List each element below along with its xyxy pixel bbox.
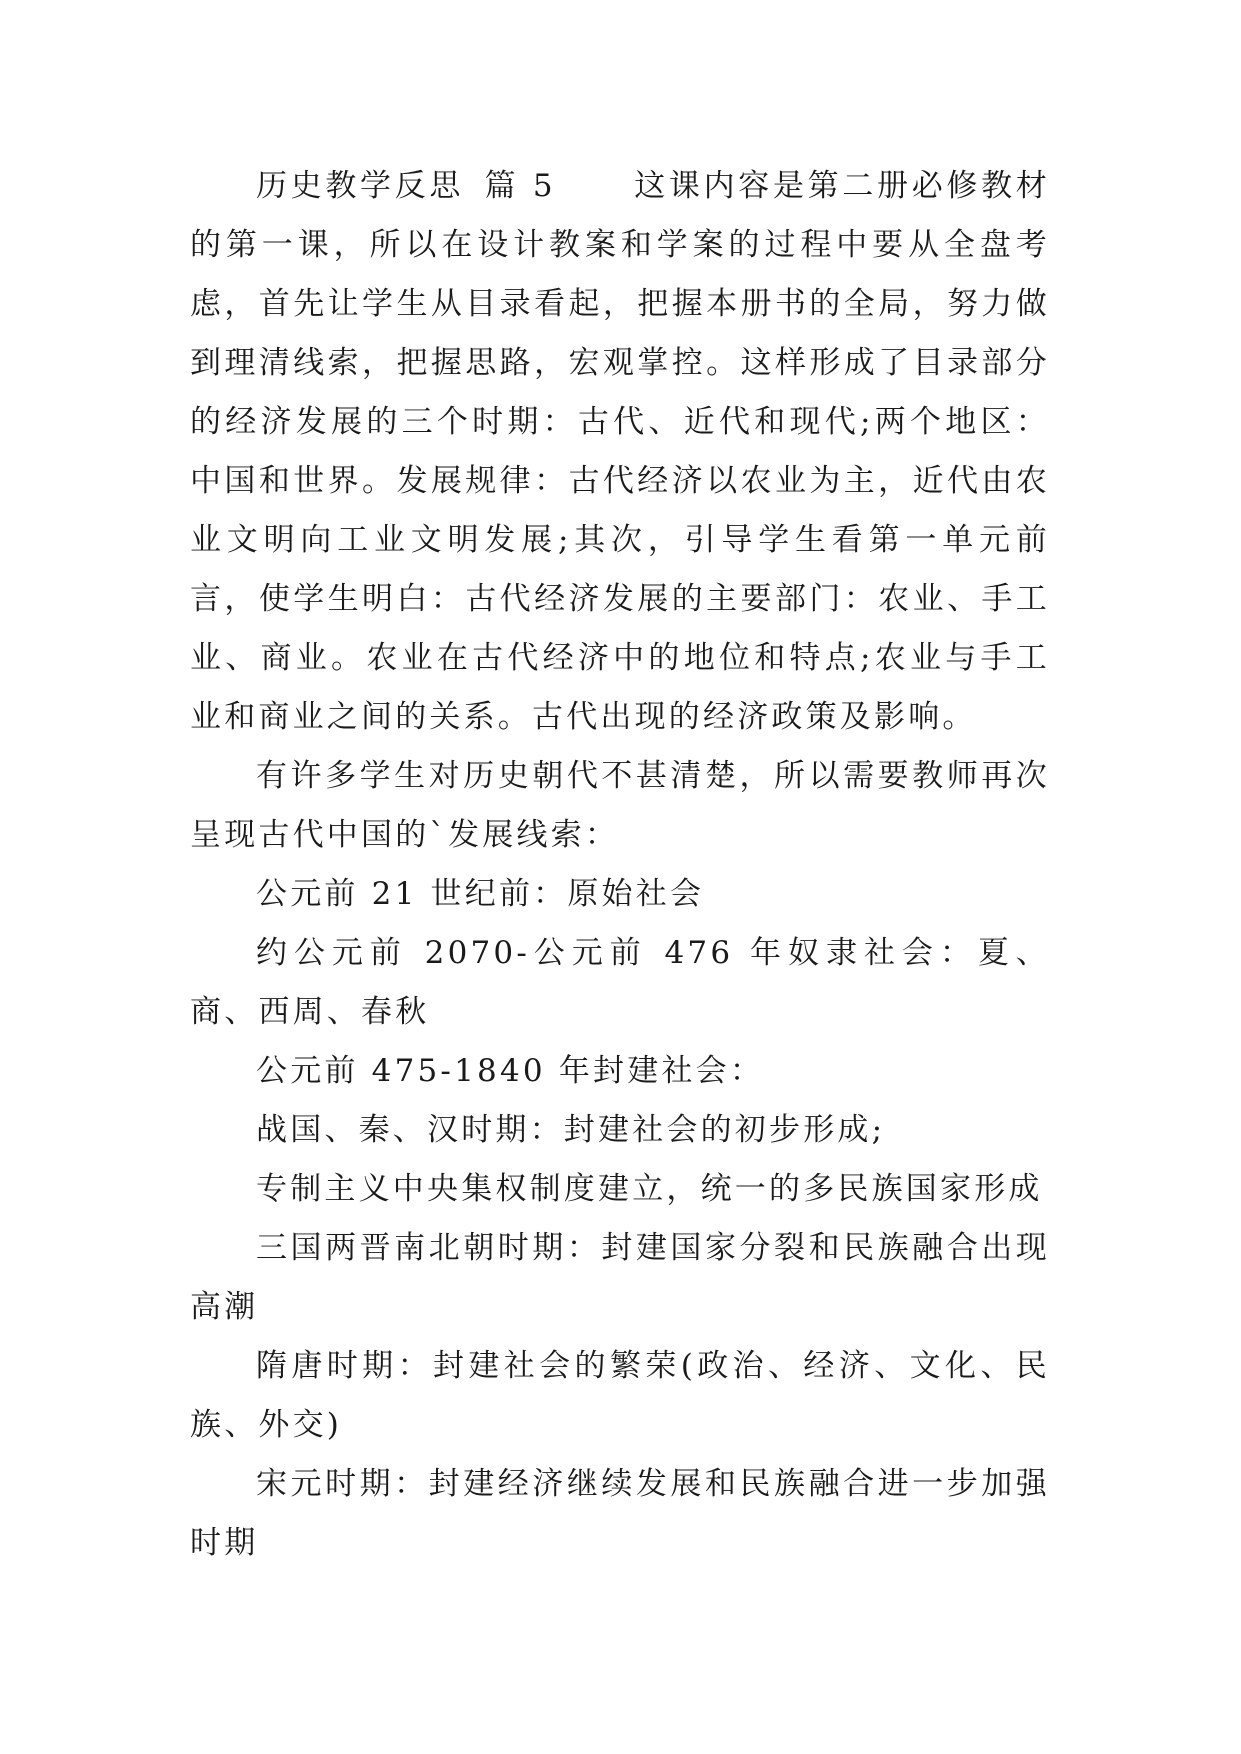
paragraph-7: 三国两晋南北朝时期：封建国家分裂和民族融合出现高潮 <box>190 1230 1050 1325</box>
paragraph-5: 战国、秦、汉时期：封建社会的初步形成; <box>256 1112 886 1148</box>
paragraph-3: 约公元前 2070-公元前 476 年奴隶社会：夏、商、西周、春秋 <box>190 935 1050 1030</box>
paragraph-9: 宋元时期：封建经济继续发展和民族融合进一步加强时期 <box>190 1466 1050 1561</box>
document-title: 历史教学反思 <box>256 168 465 204</box>
intro-text: 这课内容是第二册必修教材的第一课，所以在设计教案和学案的过程中要从全盘考虑，首先让学生从目录看起，把握本册书的全局，努力做到理清线索，把握思路，宏观掌控。这样形成了目录部分的经济发展的三个时期：古代、近代和现代;两个地区：中国和世界。发展规律：古代经济以农业为主，近代由农业文明向工业文明发展;其次，引导学生看第一单元前言，使学生明白：古代经济发展的主要部门：农业、手工业、商业。农业在古代经济中的地位和特点;农业与手工业和商业之间的关系。古代出现的经济政策及影响。 <box>190 168 1050 735</box>
paragraph-2: 公元前 21 世纪前：原始社会 <box>256 876 705 912</box>
paragraph-1: 有许多学生对历史朝代不甚清楚，所以需要教师再次呈现古代中国的`发展线索： <box>190 758 1050 853</box>
document-body <box>190 157 1050 1573</box>
paragraph-6: 专制主义中央集权制度建立，统一的多民族国家形成 <box>256 1171 1043 1207</box>
paragraph-4: 公元前 475-1840 年封建社会： <box>256 1053 765 1089</box>
section-label: 篇 5 <box>484 168 556 204</box>
paragraph-8: 隋唐时期：封建社会的繁荣(政治、经济、文化、民族、外交) <box>190 1348 1050 1443</box>
intro-paragraph <box>190 157 1050 747</box>
